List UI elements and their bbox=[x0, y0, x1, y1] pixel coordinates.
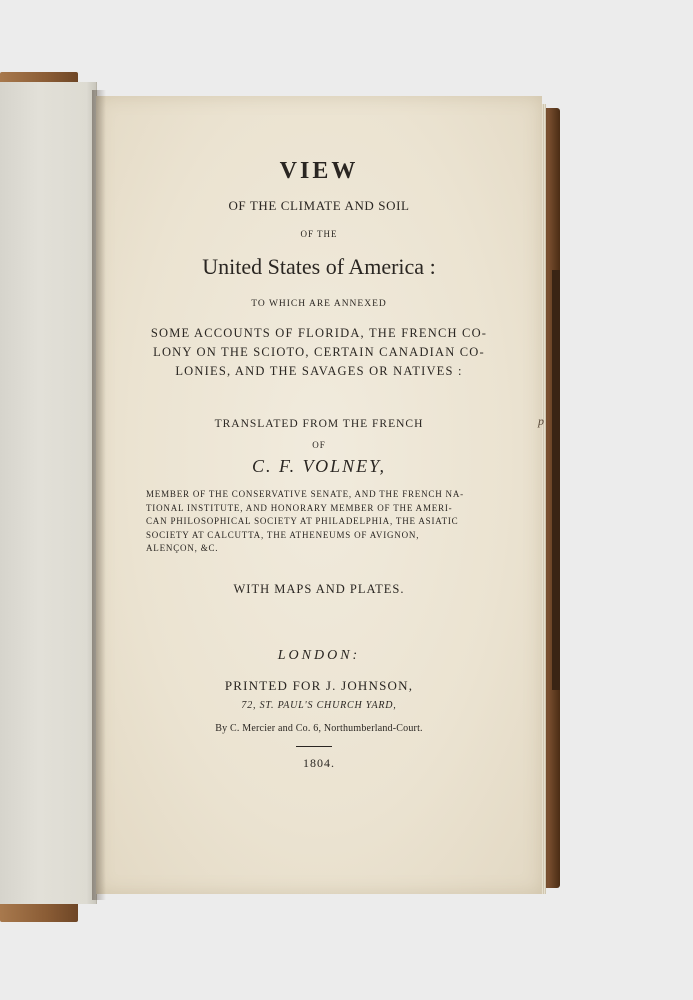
author-name: C. F. VOLNEY, bbox=[251, 456, 386, 476]
left-endpaper bbox=[0, 82, 97, 904]
title-page bbox=[96, 96, 542, 894]
accounts-line: LONY ON THE SCIOTO, CERTAIN CANADIAN CO- bbox=[153, 345, 485, 359]
accounts-block bbox=[96, 324, 542, 381]
gutter-shadow bbox=[92, 90, 106, 900]
divider-rule bbox=[296, 746, 332, 747]
annexed-line: TO WHICH ARE ANNEXED bbox=[251, 299, 387, 309]
credentials-line: MEMBER OF THE CONSERVATIVE SENATE, AND THE FRENCH NA- bbox=[146, 489, 464, 499]
maps-line: WITH MAPS AND PLATES. bbox=[233, 582, 405, 596]
pencil-margin-mark: p bbox=[538, 414, 544, 428]
translated-line: TRANSLATED FROM THE FRENCH bbox=[214, 418, 424, 430]
credentials-line: CAN PHILOSOPHICAL SOCIETY AT PHILADELPHIA, THE ASIATIC bbox=[146, 516, 459, 526]
accounts-line: LONIES, AND THE SAVAGES OR NATIVES : bbox=[175, 364, 463, 378]
of-the-line: OF THE bbox=[300, 229, 338, 239]
address-line: 72, ST. PAUL'S CHURCH YARD, bbox=[241, 700, 397, 711]
credentials-line: ALENÇON, &C. bbox=[146, 543, 219, 553]
of-line: OF bbox=[312, 440, 326, 450]
book-subtitle: OF THE CLIMATE AND SOIL bbox=[228, 198, 410, 213]
credentials-line: TIONAL INSTITUTE, AND HONORARY MEMBER OF THE AMERI- bbox=[146, 502, 453, 513]
author-credentials bbox=[146, 488, 506, 556]
accounts-line: SOME ACCOUNTS OF FLORIDA, THE FRENCH CO- bbox=[150, 326, 488, 340]
book-title: VIEW bbox=[279, 158, 359, 184]
printer-line: By C. Mercier and Co. 6, Northumberland-Court. bbox=[215, 723, 423, 734]
year-line: 1804. bbox=[303, 756, 335, 770]
country-line: United States of America : bbox=[202, 254, 436, 279]
city-line: LONDON: bbox=[277, 648, 361, 663]
spine-band bbox=[552, 270, 560, 690]
credentials-line: SOCIETY AT CALCUTTA, THE ATHENEUMS OF AVIGNON, bbox=[146, 529, 420, 540]
printed-for-line: PRINTED FOR J. JOHNSON, bbox=[224, 678, 414, 693]
